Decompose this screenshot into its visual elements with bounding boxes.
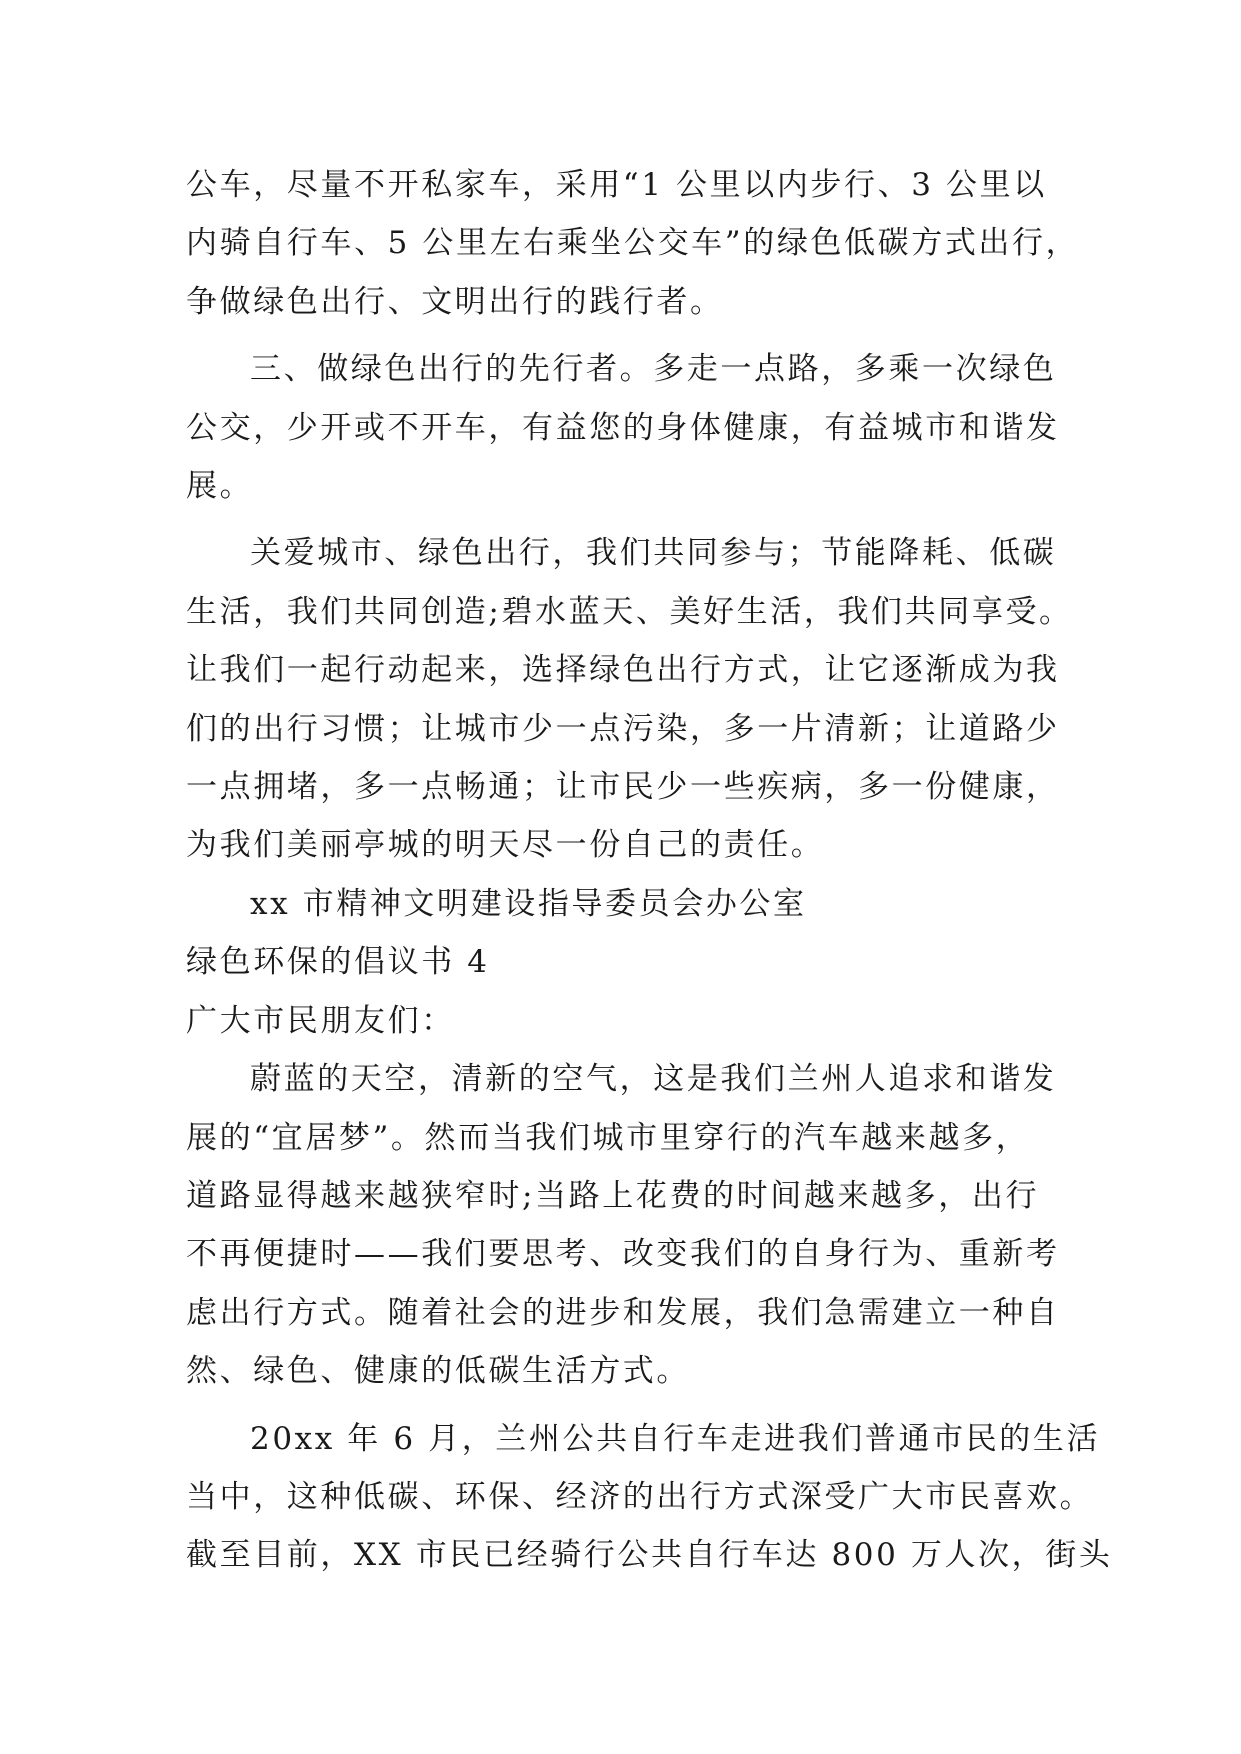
text-line: 道路显得越来越狭窄时;当路上花费的时间越来越多，出行	[186, 1177, 1040, 1214]
text-line: 绿色环保的倡议书 4	[186, 944, 490, 981]
text-line: 争做绿色出行、文明出行的践行者。	[186, 283, 724, 320]
document-body	[186, 156, 1113, 1585]
text-line: 当中，这种低碳、环保、经济的出行方式深受广大市民喜欢。	[186, 1478, 1094, 1515]
text-line: 为我们美丽亭城的明天尽一份自己的责任。	[186, 827, 825, 864]
text-line: 一点拥堵，多一点畅通；让市民少一些疾病，多一份健康，	[186, 769, 1060, 806]
text-line: 展。	[186, 468, 254, 505]
text-line: 三、做绿色出行的先行者。多走一点路，多乘一次绿色	[250, 351, 1057, 388]
text-line: 内骑自行车、5 公里左右乘坐公交车”的绿色低碳方式出行，	[186, 225, 1080, 262]
text-line: 截至目前，XX 市民已经骑行公共自行车达 800 万人次，街头	[186, 1537, 1113, 1574]
text-line: 展的“宜居梦”。然而当我们城市里穿行的汽车越来越多，	[186, 1119, 1030, 1156]
text-line: 生活，我们共同创造;碧水蓝天、美好生活，我们共同享受。	[186, 593, 1073, 630]
text-line: 公交，少开或不开车，有益您的身体健康，有益城市和谐发	[186, 409, 1060, 446]
text-line: 们的出行习惯；让城市少一点污染，多一片清新；让道路少	[186, 710, 1060, 747]
text-line: 让我们一起行动起来，选择绿色出行方式，让它逐渐成为我	[186, 652, 1060, 689]
text-line: 广大市民朋友们：	[186, 1002, 455, 1039]
text-line: 不再便捷时——我们要思考、改变我们的自身行为、重新考	[186, 1236, 1060, 1273]
text-line: 关爱城市、绿色出行，我们共同参与；节能降耗、低碳	[250, 535, 1057, 572]
text-line: 蔚蓝的天空，清新的空气，这是我们兰州人追求和谐发	[250, 1061, 1057, 1098]
text-line: 虑出行方式。随着社会的进步和发展，我们急需建立一种自	[186, 1294, 1060, 1331]
text-line: 公车，尽量不开私家车，采用“1 公里以内步行、3 公里以	[186, 167, 1047, 203]
text-line: 20xx 年 6 月，兰州公共自行车走进我们普通市民的生活	[250, 1420, 1101, 1457]
text-line: xx 市精神文明建设指导委员会办公室	[250, 885, 807, 922]
text-line: 然、绿色、健康的低碳生活方式。	[186, 1353, 690, 1390]
